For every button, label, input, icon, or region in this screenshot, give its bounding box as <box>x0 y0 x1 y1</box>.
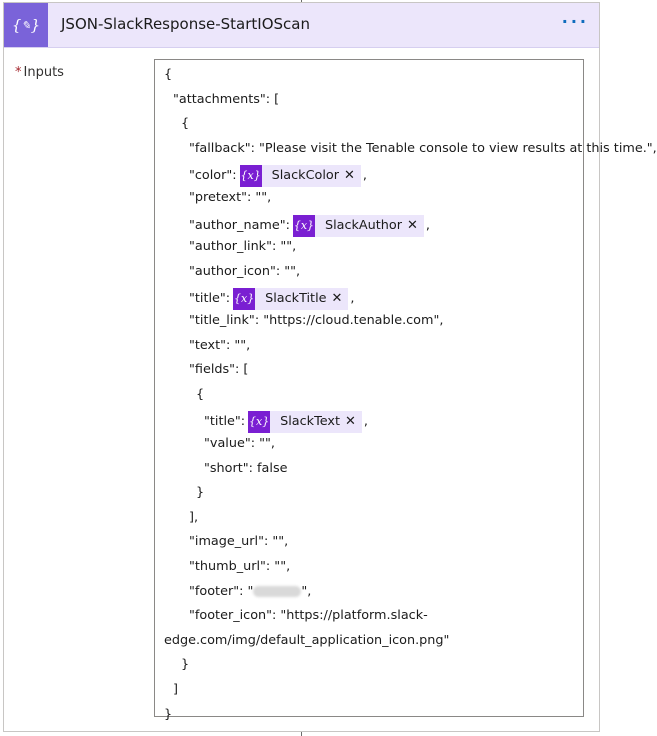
editor-line-with-token <box>204 411 368 433</box>
editor-line <box>173 682 178 698</box>
remove-token-icon[interactable]: ✕ <box>344 168 355 184</box>
line-text: "footer_icon": "https://platform.slack- <box>189 608 428 624</box>
editor-line <box>189 608 428 624</box>
token-label: SlackAuthor <box>324 217 403 233</box>
line-text: "title": <box>204 414 246 430</box>
editor-line <box>196 485 204 501</box>
line-text: "image_url": "", <box>189 534 289 550</box>
dynamic-token-slackauthor[interactable] <box>293 215 424 237</box>
line-suffix: , <box>425 217 430 233</box>
editor-line-with-token <box>189 165 367 187</box>
token-label: SlackTitle <box>265 291 327 307</box>
line-text: "fallback": "Please visit the Tenable console to view results at this time.", <box>189 140 657 156</box>
line-text: "value": "", <box>204 436 275 451</box>
dynamic-token-slacktext[interactable] <box>248 411 362 433</box>
dynamic-token-slacktitle[interactable] <box>233 288 348 310</box>
editor-line <box>189 362 248 378</box>
line-text: "color": <box>189 168 237 184</box>
editor-line <box>189 338 250 354</box>
editor-line <box>189 559 290 575</box>
line-text: { <box>164 67 173 82</box>
editor-line <box>189 190 271 206</box>
line-text: "author_name": <box>189 217 290 233</box>
line-suffix: ", <box>301 583 312 599</box>
editor-line <box>181 116 189 132</box>
editor-line <box>189 141 657 157</box>
editor-line <box>196 387 204 403</box>
variable-icon: {x} <box>248 411 270 433</box>
inputs-label-text: Inputs <box>23 65 64 80</box>
remove-token-icon[interactable]: ✕ <box>407 217 418 233</box>
inputs-editor[interactable] <box>154 59 657 722</box>
editor-line-with-token <box>189 215 430 237</box>
more-options-button[interactable]: ··· <box>561 12 589 31</box>
editor-line-with-token <box>189 288 355 310</box>
line-text: } <box>181 657 190 673</box>
line-text: } <box>196 485 205 501</box>
line-suffix: , <box>363 414 368 430</box>
dynamic-token-slackcolor[interactable] <box>240 165 361 187</box>
line-text: { <box>181 116 190 132</box>
editor-line <box>189 313 443 329</box>
line-text: "footer": " <box>189 583 254 599</box>
token-label: SlackColor <box>271 168 339 184</box>
line-text: "text": "", <box>189 337 251 353</box>
variable-icon: {x} <box>240 165 262 187</box>
variable-icon: {x} <box>233 288 255 310</box>
line-text: "author_link": "", <box>189 239 297 255</box>
token-label: SlackText <box>280 414 340 430</box>
line-text: "title": <box>189 291 231 307</box>
remove-token-icon[interactable]: ✕ <box>344 414 356 430</box>
editor-line <box>189 239 296 255</box>
editor-line <box>189 510 198 526</box>
line-text: edge.com/img/default_application_icon.png" <box>164 632 450 648</box>
editor-line <box>189 584 311 600</box>
required-marker: * <box>15 65 22 80</box>
action-header[interactable] <box>4 3 599 48</box>
editor-line <box>189 534 288 550</box>
line-text: "short": false <box>204 460 288 476</box>
line-text: "pretext": "", <box>189 190 272 205</box>
line-text: ], <box>189 509 199 525</box>
remove-token-icon[interactable]: ✕ <box>331 291 343 307</box>
line-text: "fields": [ <box>189 362 249 378</box>
line-text: "attachments": [ <box>173 91 280 107</box>
variable-icon: {x} <box>293 215 315 237</box>
editor-line <box>164 67 172 83</box>
redacted-value <box>253 586 301 597</box>
line-suffix: , <box>362 168 367 184</box>
line-suffix: , <box>350 291 355 307</box>
json-braces-icon: { ✎ } <box>4 3 48 47</box>
line-text: "title_link": "https://cloud.tenable.com", <box>189 313 444 328</box>
editor-line <box>204 436 275 452</box>
editor-line <box>204 461 287 477</box>
line-text: ] <box>173 682 178 697</box>
editor-line <box>181 657 189 673</box>
inputs-label <box>15 65 64 80</box>
editor-line <box>164 633 449 649</box>
line-text: "thumb_url": "", <box>189 559 291 574</box>
editor-line <box>164 707 172 723</box>
line-text: "author_icon": "", <box>189 263 301 279</box>
editor-line <box>189 264 300 280</box>
action-card <box>3 2 657 732</box>
line-text: { <box>196 386 205 402</box>
editor-line <box>173 92 279 108</box>
action-title: JSON-SlackResponse-StartIOScan <box>61 15 310 33</box>
line-text: } <box>164 706 173 722</box>
